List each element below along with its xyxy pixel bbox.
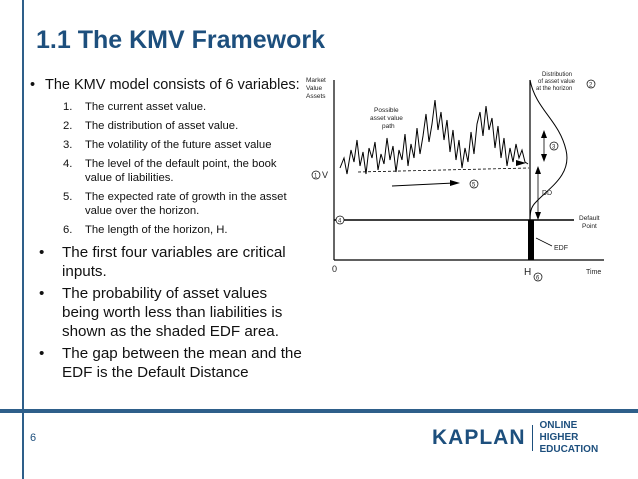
list-item [63, 223, 302, 237]
list-item [63, 190, 302, 218]
h-label: H [524, 267, 532, 278]
bullet-list [30, 76, 302, 385]
default-label-1: Default [579, 215, 600, 222]
point-bullet [39, 344, 302, 382]
slide-title: 1.1 The KMV Framework [36, 26, 325, 54]
y-axis-label-3: Assets [306, 93, 326, 100]
dd-arrow-down [535, 212, 541, 220]
list-item [63, 119, 302, 133]
point-bullet [39, 243, 302, 281]
point-text: The first four variables are critical inputs. [62, 244, 286, 280]
default-label-2: Point [582, 223, 597, 230]
item-text: The distribution of asset value. [85, 120, 239, 132]
logo-line-2: HIGHER EDUCATION [539, 432, 599, 455]
distribution-curve [530, 80, 567, 220]
y-axis-label-2: Value [306, 85, 323, 92]
origin-label: 0 [332, 264, 338, 274]
item-text: The expected rate of growth in the asset value over the horizon. [85, 191, 287, 217]
marker-6: 6 [536, 275, 540, 282]
numbered-list [63, 100, 302, 237]
vol-arrow-up [541, 130, 547, 138]
kaplan-logo [432, 420, 638, 456]
left-accent-rule [22, 0, 24, 479]
footer-strip [0, 409, 638, 413]
item-number: 3. [63, 139, 73, 151]
item-number: 6. [63, 224, 73, 236]
y-axis-label-1: Market [306, 77, 326, 84]
item-text: The level of the default point, the book value of liabilities. [85, 158, 277, 184]
edf-label: EDF [554, 245, 568, 252]
marker-5: 5 [472, 182, 476, 189]
marker-4: 4 [338, 218, 342, 225]
bullet-dot: • [39, 285, 45, 302]
item-text: The current asset value. [85, 101, 207, 113]
marker-2: 2 [589, 82, 593, 89]
dist-label-2: of asset value [538, 79, 576, 85]
mean-dashed-line [358, 168, 529, 172]
dist-label-1: Distribution [542, 72, 573, 78]
item-number: 2. [63, 120, 73, 132]
item-number: 1. [63, 101, 73, 113]
bullet-dot: • [30, 77, 36, 93]
dd-label: DD [542, 190, 553, 197]
logo-separator [532, 425, 534, 451]
bullet-dot: • [39, 345, 45, 362]
edf-shaded-area [528, 220, 534, 260]
time-label: Time [586, 269, 602, 276]
point-text: The probability of asset values being worth less than liabilities is shown as the shaded EDF area. [62, 285, 283, 340]
item-number: 4. [63, 158, 73, 170]
path-label-3: path [382, 123, 395, 130]
path-label-1: Possible [374, 107, 399, 114]
point-bullet [39, 284, 302, 341]
item-number: 5. [63, 191, 73, 203]
kmv-diagram [304, 70, 626, 290]
bullet-dot: • [39, 244, 45, 261]
point-text: The gap between the mean and the EDF is the Default Distance [62, 345, 302, 381]
item-text: The volatility of the future asset value [85, 139, 272, 151]
growth-line [392, 183, 454, 186]
edf-pointer [536, 238, 552, 246]
dist-label-3: at the horizon [536, 86, 573, 92]
intro-bullet [30, 76, 302, 94]
logo-sub [539, 420, 638, 456]
asset-value-path [340, 100, 528, 174]
logo-word: KAPLAN [432, 426, 526, 449]
v0-label: V [322, 170, 329, 180]
slide-number: 6 [30, 432, 37, 444]
logo-line-1: ONLINE [539, 420, 578, 431]
list-item [63, 157, 302, 185]
vol-arrow-down [541, 154, 547, 162]
path-label-2: asset value [370, 115, 403, 122]
list-item [63, 100, 302, 114]
intro-text: The KMV model consists of 6 variables: [45, 77, 300, 93]
dd-arrow-up [535, 166, 541, 174]
item-text: The length of the horizon, H. [85, 224, 228, 236]
marker-3: 3 [552, 144, 556, 151]
list-item [63, 138, 302, 152]
marker-1: 1 [314, 173, 318, 180]
